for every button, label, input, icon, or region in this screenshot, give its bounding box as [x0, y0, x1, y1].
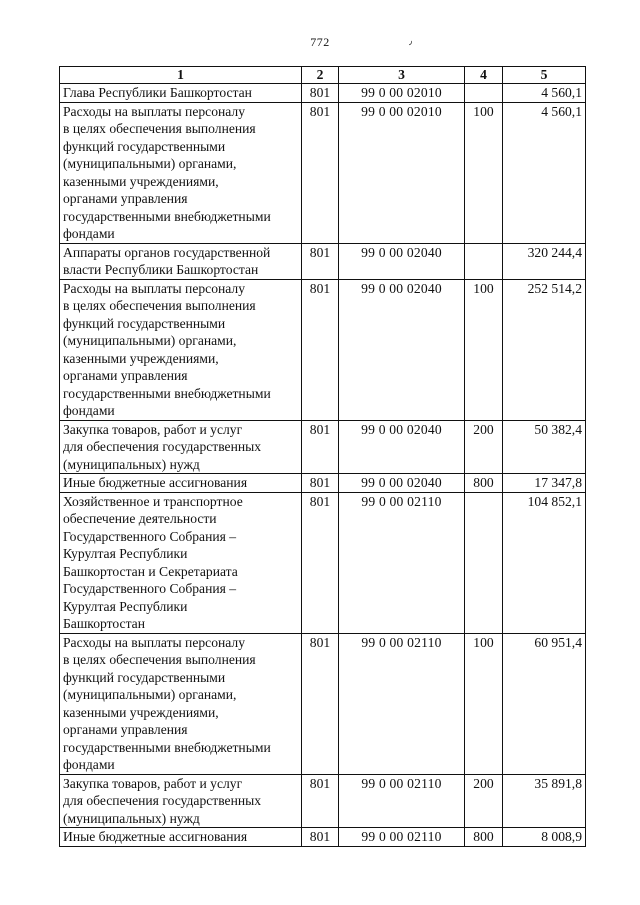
stray-mark: ٫	[409, 36, 413, 47]
table-row	[60, 102, 586, 243]
row-ministry-code: 801	[302, 279, 339, 420]
header-col-1: 1	[60, 67, 302, 84]
row-expense-type: 100	[465, 102, 503, 243]
table-row	[60, 84, 586, 103]
header-col-5: 5	[503, 67, 586, 84]
header-row	[60, 67, 586, 84]
budget-table	[59, 66, 586, 847]
row-amount: 8 008,9	[503, 828, 586, 847]
header-col-2: 2	[302, 67, 339, 84]
row-ministry-code: 801	[302, 84, 339, 103]
row-expense-type: 800	[465, 474, 503, 493]
row-ministry-code: 801	[302, 420, 339, 474]
row-expense-type: 100	[465, 633, 503, 774]
row-ministry-code: 801	[302, 102, 339, 243]
header-col-4: 4	[465, 67, 503, 84]
row-amount: 17 347,8	[503, 474, 586, 493]
table-row	[60, 474, 586, 493]
row-expense-type	[465, 84, 503, 103]
table-row	[60, 420, 586, 474]
row-target-article: 99 0 00 02040	[339, 420, 465, 474]
table-row	[60, 828, 586, 847]
row-name: Закупка товаров, работ и услуг для обеспечения государственных (муниципальных) нужд	[60, 420, 302, 474]
table-row	[60, 633, 586, 774]
table-row	[60, 279, 586, 420]
row-target-article: 99 0 00 02110	[339, 492, 465, 633]
row-expense-type	[465, 492, 503, 633]
row-ministry-code: 801	[302, 492, 339, 633]
row-amount: 4 560,1	[503, 84, 586, 103]
row-ministry-code: 801	[302, 474, 339, 493]
row-target-article: 99 0 00 02010	[339, 102, 465, 243]
row-expense-type: 200	[465, 420, 503, 474]
row-expense-type: 100	[465, 279, 503, 420]
row-ministry-code: 801	[302, 243, 339, 279]
row-amount: 4 560,1	[503, 102, 586, 243]
row-name: Расходы на выплаты персоналу в целях обеспечения выполнения функций государственными (муниципальными) органами, казенными учреждениями, органами управления государственными внебюджетными фондами	[60, 279, 302, 420]
row-expense-type: 800	[465, 828, 503, 847]
header-col-3: 3	[339, 67, 465, 84]
row-expense-type	[465, 243, 503, 279]
row-amount: 320 244,4	[503, 243, 586, 279]
table-row	[60, 243, 586, 279]
row-name: Расходы на выплаты персоналу в целях обеспечения выполнения функций государственными (муниципальными) органами, казенными учреждениями, органами управления государственными внебюджетными фондами	[60, 633, 302, 774]
table-row	[60, 492, 586, 633]
row-target-article: 99 0 00 02010	[339, 84, 465, 103]
row-target-article: 99 0 00 02110	[339, 828, 465, 847]
row-name: Аппараты органов государственной власти Республики Башкортостан	[60, 243, 302, 279]
row-amount: 252 514,2	[503, 279, 586, 420]
row-target-article: 99 0 00 02040	[339, 279, 465, 420]
row-expense-type: 200	[465, 774, 503, 828]
row-target-article: 99 0 00 02110	[339, 774, 465, 828]
row-name: Закупка товаров, работ и услуг для обеспечения государственных (муниципальных) нужд	[60, 774, 302, 828]
row-amount: 50 382,4	[503, 420, 586, 474]
row-target-article: 99 0 00 02110	[339, 633, 465, 774]
row-target-article: 99 0 00 02040	[339, 474, 465, 493]
row-ministry-code: 801	[302, 774, 339, 828]
row-name: Иные бюджетные ассигнования	[60, 474, 302, 493]
row-amount: 35 891,8	[503, 774, 586, 828]
row-name: Иные бюджетные ассигнования	[60, 828, 302, 847]
row-amount: 104 852,1	[503, 492, 586, 633]
row-ministry-code: 801	[302, 828, 339, 847]
row-ministry-code: 801	[302, 633, 339, 774]
row-name: Глава Республики Башкортостан	[60, 84, 302, 103]
table-row	[60, 774, 586, 828]
row-name: Расходы на выплаты персоналу в целях обеспечения выполнения функций государственными (муниципальными) органами, казенными учреждениями, органами управления государственными внебюджетными фондами	[60, 102, 302, 243]
row-name: Хозяйственное и транспортное обеспечение деятельности Государственного Собрания – Курултая Республики Башкортостан и Секретариата Государственного Собрания – Курултая Республики Башкортостан	[60, 492, 302, 633]
page-number: 772	[310, 35, 330, 49]
row-target-article: 99 0 00 02040	[339, 243, 465, 279]
row-amount: 60 951,4	[503, 633, 586, 774]
